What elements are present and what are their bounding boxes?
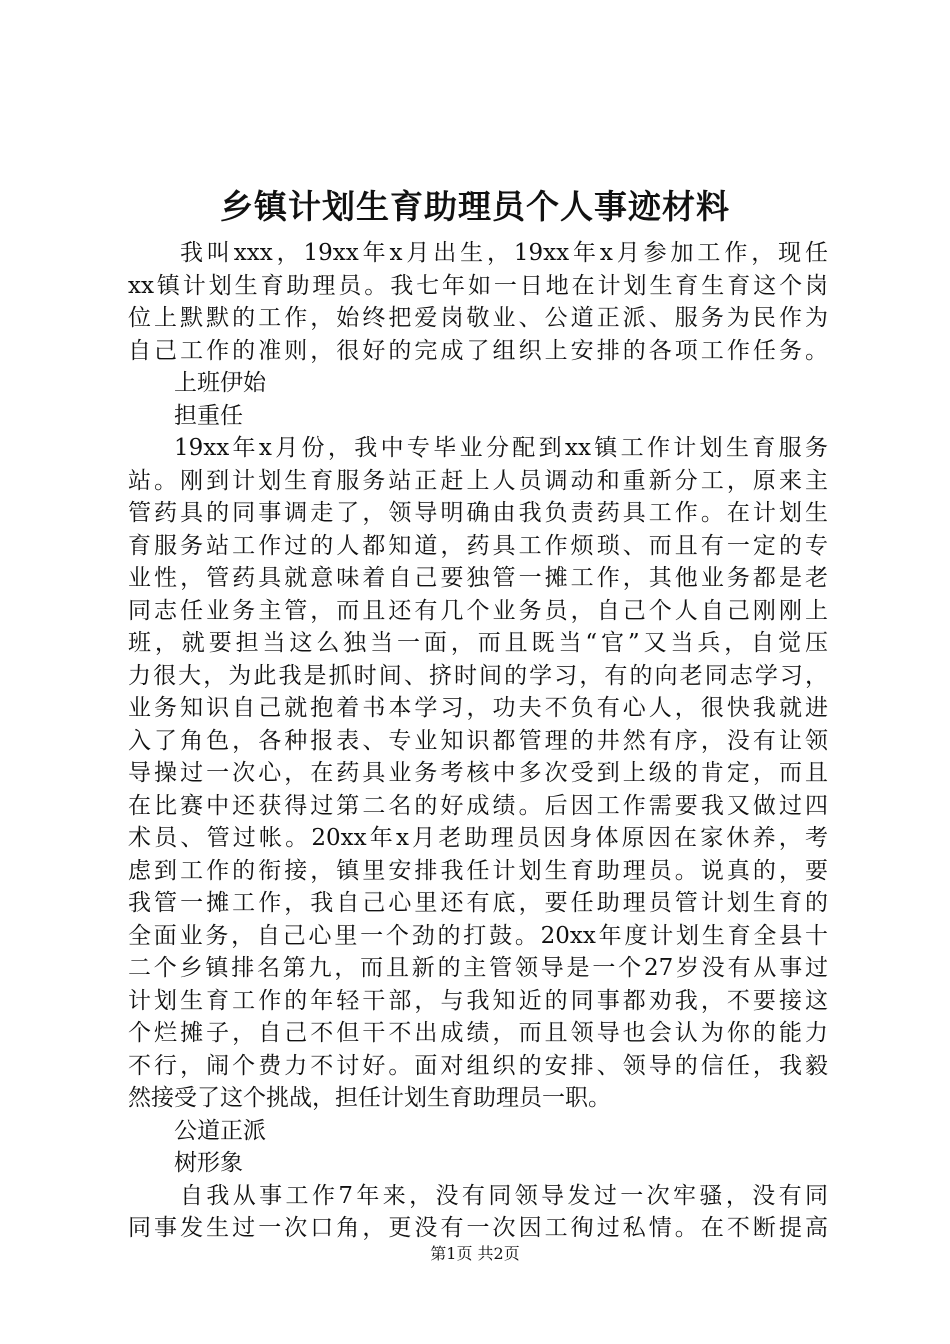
- text-line: 术员、管过帐。20xx年x月老助理员因身体原因在家休养，考: [128, 825, 828, 851]
- text-line: 育服务站工作过的人都知道，药具工作烦琐、而且有一定的专: [128, 532, 828, 559]
- text-line: 计划生育工作的年轻干部，与我知近的同事都劝我，不要接这: [128, 987, 828, 1014]
- section-heading: 树形象: [174, 1150, 243, 1176]
- text-line: 力很大，为此我是抓时间、挤时间的学习，有的向老同志学习，: [128, 662, 828, 689]
- text-line: 入了角色，各种报表、专业知识都管理的井然有序，没有让领: [128, 727, 828, 754]
- text-line: 不行，闹个费力不讨好。面对组织的安排、领导的信任，我毅: [128, 1052, 828, 1079]
- text-line: 自己工作的准则，很好的完成了组织上安排的各项工作任务。: [128, 337, 828, 364]
- section-heading: 公道正派: [174, 1117, 266, 1144]
- text-line: 然接受了这个挑战，担任计划生育助理员一职。: [128, 1085, 611, 1111]
- text-line: 我叫xxx，19xx年x月出生，19xx年x月参加工作，现任: [180, 240, 828, 266]
- text-line: 导操过一次心，在药具业务考核中多次受到上级的肯定，而且: [128, 760, 828, 786]
- text-line: 业性，管药具就意味着自己要独管一摊工作，其他业务都是老: [128, 565, 828, 591]
- text-line: 站。刚到计划生育服务站正赶上人员调动和重新分工，原来主: [128, 467, 828, 494]
- text-line: 业务知识自己就抱着书本学习，功夫不负有心人，很快我就进: [128, 695, 828, 721]
- text-line: 位上默默的工作，始终把爱岗敬业、公道正派、服务为民作为: [128, 305, 828, 331]
- document-body: [128, 237, 828, 1245]
- page-number: 第1页 共2页: [430, 1244, 520, 1263]
- text-line: 同志任业务主管，而且还有几个业务员，自己个人自己刚刚上: [128, 597, 828, 624]
- text-line: 自我从事工作7年来，没有同领导发过一次牢骚，没有同: [180, 1182, 828, 1209]
- text-line: xx镇计划生育助理员。我七年如一日地在计划生育生育这个岗: [128, 272, 828, 299]
- text-line: 班，就要担当这么独当一面，而且既当“官”又当兵，自觉压: [128, 630, 828, 656]
- text-line: 个烂摊子，自己不但干不出成绩，而且领导也会认为你的能力: [128, 1020, 828, 1046]
- text-line: 虑到工作的衔接，镇里安排我任计划生育助理员。说真的，要: [128, 857, 828, 884]
- text-line: 19xx年x月份，我中专毕业分配到xx镇工作计划生育服务: [174, 435, 828, 461]
- section-heading: 上班伊始: [174, 370, 266, 396]
- text-line: 我管一摊工作，我自己心里还有底，要任助理员管计划生育的: [128, 890, 828, 916]
- text-line: 全面业务，自己心里一个劲的打鼓。20xx年度计划生育全县十: [128, 922, 828, 949]
- text-line: 在比赛中还获得过第二名的好成绩。后因工作需要我又做过四: [128, 792, 828, 819]
- text-line: 二个乡镇排名第九，而且新的主管领导是一个27岁没有从事过: [128, 955, 828, 981]
- section-heading: 担重任: [174, 402, 243, 429]
- document-title: 乡镇计划生育助理员个人事迹材料: [220, 187, 730, 226]
- text-line: 管药具的同事调走了，领导明确由我负责药具工作。在计划生: [128, 500, 828, 526]
- text-line: 同事发生过一次口角，更没有一次因工徇过私情。在不断提高: [128, 1215, 828, 1241]
